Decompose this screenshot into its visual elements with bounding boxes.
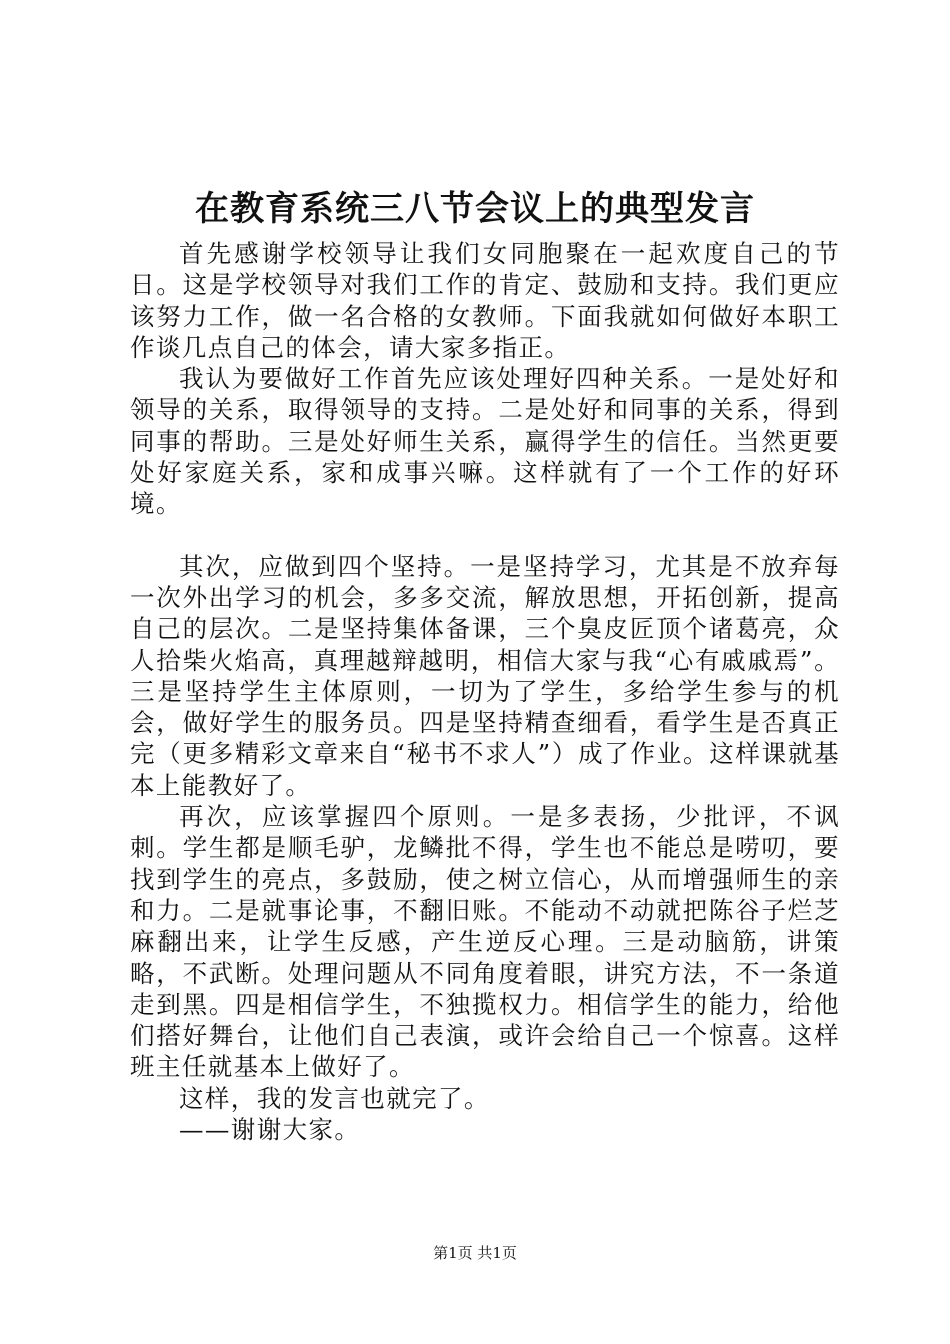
paragraph-intro: 首先感谢学校领导让我们女同胞聚在一起欢度自己的节日。这是学校领导对我们工作的肯定、鼓励和支持。我们更应该努力工作，做一名合格的女教师。下面我就如何做好本职工作谈几点自己的体会，请大家多指正。 xyxy=(130,239,840,362)
document-body xyxy=(130,238,840,1145)
paragraph-thanks: ——谢谢大家。 xyxy=(179,1115,361,1145)
paragraph-four-principles: 再次，应该掌握四个原则。一是多表扬，少批评，不讽刺。学生都是顺毛驴，龙鳞批不得，学生也不能总是唠叨，要找到学生的亮点，多鼓励，使之树立信心，从而增强师生的亲和力。二是就事论事，不翻旧账。不能动不动就把陈谷子烂芝麻翻出来，让学生反感，产生逆反心理。三是动脑筋，讲策略，不武断。处理问题从不同角度着眼，讲究方法，不一条道走到黑。四是相信学生，不独揽权力。相信学生的能力，给他们搭好舞台，让他们自己表演，或许会给自己一个惊喜。这样班主任就基本上做好了。 xyxy=(130,802,840,1082)
paragraph-closing: 这样，我的发言也就完了。 xyxy=(179,1083,490,1113)
paragraph-relationships: 我认为要做好工作首先应该处理好四种关系。一是处好和领导的关系，取得领导的支持。二是处好和同事的关系，得到同事的帮助。三是处好师生关系，赢得学生的信任。当然更要处好家庭关系，家和成事兴嘛。这样就有了一个工作的好环境。 xyxy=(130,364,840,519)
paragraph-gap xyxy=(130,520,840,551)
page-footer: 第1页 共1页 xyxy=(433,1244,517,1262)
paragraph-four-persistences: 其次，应做到四个坚持。一是坚持学习，尤其是不放弃每一次外出学习的机会，多多交流，解放思想，开拓创新，提高自己的层次。二是坚持集体备课，三个臭皮匠顶个诸葛亮，众人拾柴火焰高，真理越辩越明，相信大家与我“心有戚戚焉”。三是坚持学生主体原则，一切为了学生，多给学生参与的机会，做好学生的服务员。四是坚持精查细看，看学生是否真正完（更多精彩文章来自“秘书不求人”）成了作业。这样课就基本上能教好了。 xyxy=(130,551,840,800)
document-title: 在教育系统三八节会议上的典型发言 xyxy=(195,189,755,229)
